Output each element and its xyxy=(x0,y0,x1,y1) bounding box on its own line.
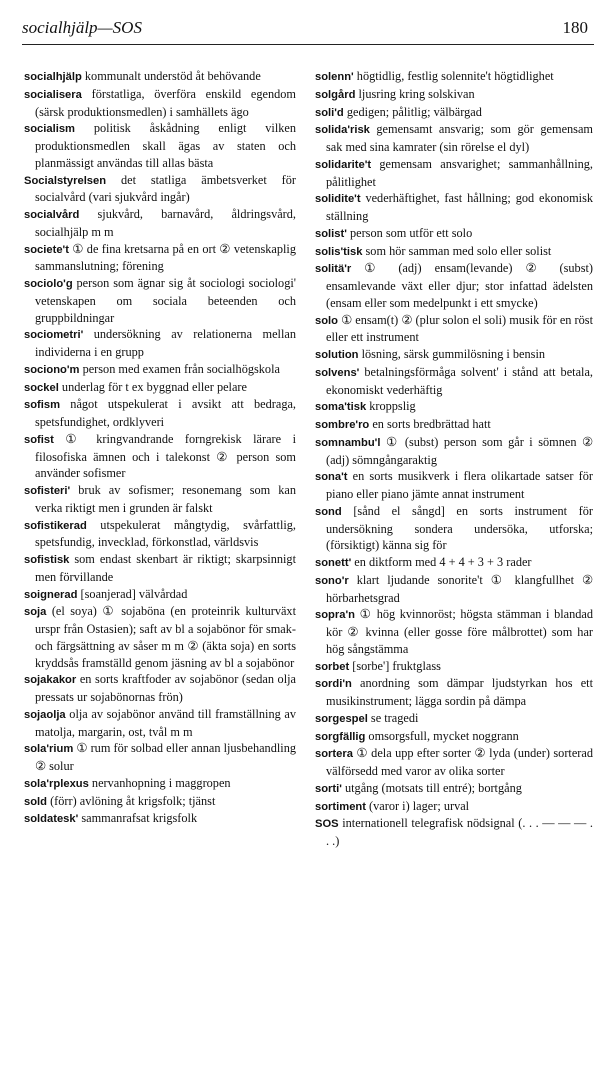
headword: sociometri' xyxy=(24,329,84,342)
headword: sorbet xyxy=(315,660,350,673)
definition: kommunalt understöd åt behövande xyxy=(81,69,261,83)
dictionary-entry xyxy=(24,793,296,811)
header-rule xyxy=(22,44,594,45)
definition: [sorbe'] fruktglass xyxy=(349,658,441,673)
dictionary-entry xyxy=(315,225,593,243)
headword: sola'rplexus xyxy=(24,777,89,790)
definition: det statliga ämbetsverket för socialvård (vari sjukvård ingår) xyxy=(35,172,296,205)
dictionary-entry xyxy=(24,603,296,671)
dictionary-entry xyxy=(315,606,593,657)
definition: klart ljudande sonorite't ① klangfullhet ② hörbarhetsgrad xyxy=(326,572,593,605)
headword: solution xyxy=(315,349,359,361)
headword: solgård xyxy=(315,88,356,101)
headword: sojakakor xyxy=(24,674,77,687)
headword: solist' xyxy=(315,227,347,240)
dictionary-entry xyxy=(315,798,593,816)
dictionary-entry xyxy=(315,68,593,86)
dictionary-entry xyxy=(24,706,296,741)
definition: förstatliga, överföra enskild egendom (särsk produktionsmedlen) i samhällets ägo xyxy=(35,86,296,119)
headword: solidite't xyxy=(315,193,361,206)
dictionary-entry xyxy=(24,68,296,86)
dictionary-entry xyxy=(315,416,593,434)
dictionary-entry xyxy=(24,379,296,397)
headword: solvens' xyxy=(315,366,360,379)
definition: utspekulerat mångtydig, svårfattlig, spetsfundig, invecklad, förkonstlad, världsvis xyxy=(35,517,296,550)
definition: ① de fina kretsarna på en ort ② vetenskaplig sammanslutning; förening xyxy=(35,241,296,274)
definition: en diktform med 4 + 4 + 3 + 3 rader xyxy=(351,555,532,569)
dictionary-entry xyxy=(315,468,593,503)
definition: en sorts kraftfoder av sojabönor (sedan olja pressats ur sojabönornas frön) xyxy=(35,672,296,704)
headword: solo xyxy=(315,314,338,327)
headword: sojaolja xyxy=(24,708,66,721)
headword: sortera xyxy=(315,748,353,761)
definition: som hör samman med solo eller solist xyxy=(362,243,552,258)
definition: ① dela upp efter sorter ② lyda (under) sorterad välförsedd med varor av olika sorter xyxy=(326,746,593,778)
dictionary-entry xyxy=(24,241,296,276)
headword: sociolo'g xyxy=(24,278,73,290)
dictionary-entry xyxy=(315,312,593,347)
headword: sola'rium xyxy=(24,743,74,756)
definition: [sånd el sångd] en sorts instrument för undersökning sondera undersöka, utforska; (försiktigt) känna sig för xyxy=(326,503,593,553)
headword: soma'tisk xyxy=(315,401,367,414)
dictionary-entry xyxy=(315,745,593,780)
definition: internationell telegrafisk nödsignal (. . . — — — . . .) xyxy=(326,816,593,848)
dictionary-entry xyxy=(315,710,593,728)
dictionary-entry xyxy=(24,740,296,775)
definition: en sorts musikverk i flera olikartade satser för piano eller piano jämte annat instrument xyxy=(326,469,593,501)
dictionary-entry xyxy=(24,86,296,121)
definition: lösning, särsk gummilösning i bensin xyxy=(358,347,546,361)
headword: sofist xyxy=(24,433,54,446)
headword: solitä'r xyxy=(315,263,352,276)
headword: sonett' xyxy=(315,557,352,569)
headword: SOS xyxy=(315,818,339,831)
dictionary-entry xyxy=(315,572,593,607)
headword: sociono'm xyxy=(24,363,80,376)
headword: soja xyxy=(24,606,47,619)
dictionary-entry xyxy=(24,361,296,379)
definition: ljusring kring solskivan xyxy=(355,86,475,101)
definition: gemensamt ansvarig; som gör gemensam sak med sina kamrater (sin rörelse el dyl) xyxy=(326,122,593,154)
dictionary-entry xyxy=(24,551,296,586)
dictionary-entry xyxy=(24,586,296,604)
definition: anordning som dämpar ljudstyrkan hos ett musikinstrument; lägga sordin på dämpa xyxy=(326,676,593,708)
definition: något utspekulerat i avsikt att bedraga, spetsfundighet, ordklyveri xyxy=(35,397,296,429)
headword: sortiment xyxy=(315,800,366,813)
headword: societe't xyxy=(24,243,69,256)
definition: högtidlig, festlig solennite't högtidlighet xyxy=(353,69,554,83)
definition: nervanhopning i maggropen xyxy=(88,775,231,790)
definition: ① (adj) ensam(levande) ② (subst) ensamlevande växt eller djur; stor infattad ädelsten (ensam eller som medelpunkt i ett smycke) xyxy=(326,261,593,310)
dictionary-entry xyxy=(24,431,296,482)
headword: sombre'ro xyxy=(315,419,370,431)
dictionary-entry xyxy=(315,728,593,746)
definition: gemensam ansvarighet; sammanhållning, pålitlighet xyxy=(326,156,593,189)
definition: ① ensam(t) ② (plur solon el soli) musik för en röst eller ett instrument xyxy=(326,312,593,345)
left-column xyxy=(24,68,296,828)
definition: vederhäftighet, fast hållning; god ekonomisk ställning xyxy=(326,191,593,223)
headword: sona't xyxy=(315,471,348,484)
definition: politisk åskådning enligt vilken produktionsmedlen skall ägas av staten och planmässigt användas till allas bästa xyxy=(35,121,296,170)
dictionary-entry xyxy=(24,172,296,207)
definition: undersökning av relationerna mellan individerna i en grupp xyxy=(35,327,296,359)
dictionary-entry xyxy=(24,120,296,171)
headword: sockel xyxy=(24,381,59,394)
headword: soli'd xyxy=(315,106,344,119)
dictionary-entry xyxy=(315,658,593,676)
dictionary-entry xyxy=(24,206,296,241)
headword: sopra'n xyxy=(315,609,355,622)
headword: soldatesk' xyxy=(24,813,79,826)
definition: utgång (motsats till entré); bortgång xyxy=(341,780,522,795)
dictionary-entry xyxy=(24,671,296,706)
headword: sordi'n xyxy=(315,678,352,691)
dictionary-entry xyxy=(24,275,296,326)
definition: som endast skenbart är riktigt; skarpsinnigt men förvillande xyxy=(35,552,296,584)
dictionary-entry xyxy=(315,190,593,225)
definition: ① hög kvinnoröst; högsta stämman i blandad kör ② kvinna (eller gosse före målbrottet) som har hög sångstämma xyxy=(326,607,593,656)
page-header xyxy=(22,14,594,44)
headword: sono'r xyxy=(315,574,349,587)
definition: betalningsförmåga solvent' i stånd att betala, ekonomiskt vederhäftig xyxy=(326,364,593,397)
headword: sorti' xyxy=(315,782,342,795)
dictionary-entry xyxy=(24,517,296,552)
definition: ① kringvandrande forngrekisk lärare i filosofiska ämnen och i talekonst ② person som använder sofismer xyxy=(35,431,296,481)
headword: solida'risk xyxy=(315,124,370,137)
dictionary-entry xyxy=(315,104,593,122)
headword: sorgfällig xyxy=(315,730,366,743)
dictionary-entry xyxy=(24,396,296,431)
headword: socialvård xyxy=(24,209,80,221)
right-column xyxy=(315,68,593,850)
dictionary-entry xyxy=(315,434,593,469)
headword: solidarite't xyxy=(315,158,372,171)
definition: [soanjerad] välvårdad xyxy=(77,586,188,601)
dictionary-entry xyxy=(315,554,593,572)
definition: underlag för t ex byggnad eller pelare xyxy=(58,379,247,394)
definition: en sorts bredbrättad hatt xyxy=(369,417,491,431)
definition: sjukvård, barnavård, åldringsvård, socialhjälp m m xyxy=(35,207,296,239)
headword: sold xyxy=(24,795,47,808)
definition: bruk av sofismer; resonemang som kan verka riktigt men i grunden är falskt xyxy=(35,483,296,515)
dictionary-entry xyxy=(315,815,593,850)
definition: (el soya) ① sojaböna (en proteinrik kulturväxt urspr från Ostasien); saft av bl a sojabönor för smak- och färgsättning av såser m m ② (äkta soja) en sorts kryddsås framställd genom jäsning av bl a sojabönor xyxy=(35,604,296,670)
headword: socialhjälp xyxy=(24,71,82,83)
headword: solenn' xyxy=(315,71,354,83)
headword: soignerad xyxy=(24,588,78,601)
definition: person som ägnar sig åt sociologi sociologi' vetenskapen om sociala beteenden och gruppbildningar xyxy=(35,276,296,325)
definition: omsorgsfull, mycket noggrann xyxy=(365,728,519,743)
definition: (varor i) lager; urval xyxy=(365,798,470,813)
headword: sofistisk xyxy=(24,554,70,566)
definition: (förr) avlöning åt krigsfolk; tjänst xyxy=(47,793,216,808)
dictionary-entry xyxy=(315,503,593,554)
dictionary-entry xyxy=(315,364,593,399)
headword: sofisteri' xyxy=(24,485,71,497)
definition: ① rum för solbad eller annan ljusbehandling ② solur xyxy=(35,741,296,773)
page-number: 180 xyxy=(562,18,588,37)
dictionary-entry xyxy=(315,121,593,156)
dictionary-entry xyxy=(24,326,296,361)
dictionary-entry xyxy=(315,156,593,191)
definition: se tragedi xyxy=(367,710,419,725)
headword: socialisera xyxy=(24,88,82,101)
dictionary-entry xyxy=(315,398,593,416)
headword: sofistikerad xyxy=(24,519,87,532)
definition: sammanrafsat krigsfolk xyxy=(78,811,198,826)
headword: somnambu'l xyxy=(315,436,381,449)
running-head: socialhjälp—SOS xyxy=(22,18,142,37)
definition: kroppslig xyxy=(366,399,416,414)
headword: sond xyxy=(315,505,342,518)
dictionary-entry xyxy=(24,775,296,793)
headword: sorgespel xyxy=(315,712,368,725)
dictionary-entry xyxy=(315,346,593,364)
dictionary-entry xyxy=(315,243,593,261)
definition: olja av sojabönor använd till framställning av matolja, margarin, ost, tvål m m xyxy=(35,706,296,739)
definition: person som utför ett solo xyxy=(346,225,473,240)
dictionary-entry xyxy=(315,86,593,104)
dictionary-entry xyxy=(24,482,296,517)
headword: solis'tisk xyxy=(315,245,363,258)
dictionary-entry xyxy=(315,780,593,798)
headword: socialism xyxy=(24,123,75,136)
definition: ① (subst) person som går i sömnen ② (adj) sömngångaraktig xyxy=(326,434,593,467)
dictionary-entry xyxy=(24,810,296,828)
dictionary-entry xyxy=(315,260,593,311)
definition: person med examen från socialhögskola xyxy=(79,361,280,376)
headword: Socialstyrelsen xyxy=(24,174,107,187)
headword: sofism xyxy=(24,399,61,412)
dictionary-entry xyxy=(315,675,593,710)
definition: gedigen; pålitlig; välbärgad xyxy=(343,104,482,119)
